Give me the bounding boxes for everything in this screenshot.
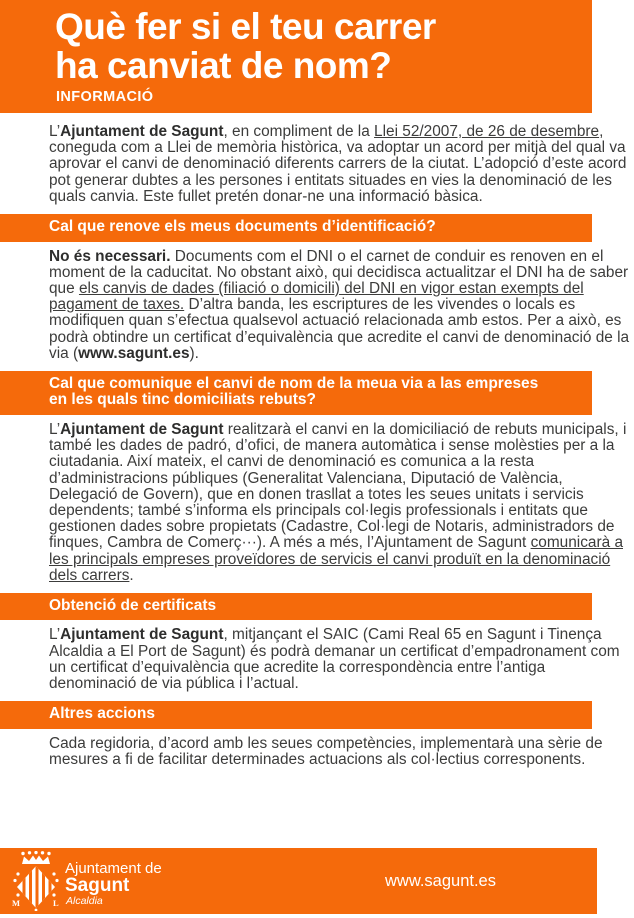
page-title-line1: Què fer si el teu carrer xyxy=(55,6,436,47)
body-paragraph: Cada regidoria, d’acord amb les seues competències, implementarà una sèrie de mesures a fi de facilitar determinades actuacions als col·lectius corresponents. xyxy=(49,734,603,768)
body-paragraph: L’Ajuntament de Sagunt realitzarà el canvi en la domiciliació de rebuts municipals, i també les dades de padró, d’ofici, de manera automàtica i sense molèsties per a la ciutadania. Així mateix, el canvi de denominació es comunica a la resta d’administracions públiques (Generalitat Valenciana, Diputació de València, Delegació de Govern), que en donen trasllat a totes les seues unitats i servicis dependents; també s’informa els principals col·legis professionals i entitats que gestionen dades sobre propietats (Cadastre, Col·legi de Notaris, administradors de finques, Cambra de Comerç···). A més a més, l’Ajuntament de Sagunt comunicarà a les principals empreses proveïdores de servicis el canvi produït en la denominació dels carrers. xyxy=(49,420,627,584)
body-sections xyxy=(0,113,634,768)
body-paragraph: L’Ajuntament de Sagunt, en compliment de la Llei 52/2007, de 26 de desembre, coneguda com a Llei de memòria històrica, va adoptar un acord per mitjà del qual va aprovar el canvi de denominació diferents carrers de la ciutat. L’adopció d’este acord pot generar dubtes a les persones i entitats situades en vies la denominació de les quals canvia. Este fullet pretén donar-ne una informació bàsica. xyxy=(49,123,627,205)
section-heading: Obtenció de certificats xyxy=(0,593,592,621)
website-url: www.sagunt.es xyxy=(385,872,496,890)
section-heading: Cal que renove els meus documents d’identificació? xyxy=(0,214,592,242)
page-title xyxy=(55,7,436,85)
section-heading: Cal que comunique el canvi de nom de la meua via a las empreses en les quals tinc domiciliats rebuts? xyxy=(0,371,592,415)
svg-text:L: L xyxy=(53,898,59,908)
body-paragraph: No és necessari. Documents com el DNI o el carnet de conduir es renoven en el moment de la caducitat. No obstant això, qui decidisca actualitzar el DNI ha de saber que els canvis de dades (filiació o domicili) del DNI en vigor estan exempts del pagament de taxes. D’altra banda, les escriptures de les vivendes o locals es modifiquen quan s’efectua qualsevol actuació relacionada amb estos. Per a això, es podrà obtindre un certificat d’equivalència que acredite el canvi de denominació de la via (www.sagunt.es). xyxy=(49,247,630,362)
page-title-line2: ha canviat de nom? xyxy=(55,45,392,86)
org-line-ajuntament: Ajuntament de xyxy=(65,860,162,877)
svg-text:M: M xyxy=(12,898,21,908)
footer-banner xyxy=(0,848,597,914)
section-heading: Altres accions xyxy=(0,701,592,729)
org-name-sagunt: Sagunt xyxy=(65,875,130,896)
sagunt-crest-logo xyxy=(12,851,60,911)
info-tagline: INFORMACIÓ xyxy=(56,89,154,105)
body-paragraph: L’Ajuntament de Sagunt, mitjançant el SAIC (Cami Real 65 en Sagunt i Tinença Alcaldia a El Port de Sagunt) és podrà demanar un certificat d’empadronament com un certificat d’equivalència que acredite la correspondència entre l’antiga denominació de via pública i l’actual. xyxy=(49,626,620,693)
header-banner xyxy=(0,0,592,113)
org-line-alcaldia: Alcaldia xyxy=(66,895,103,907)
